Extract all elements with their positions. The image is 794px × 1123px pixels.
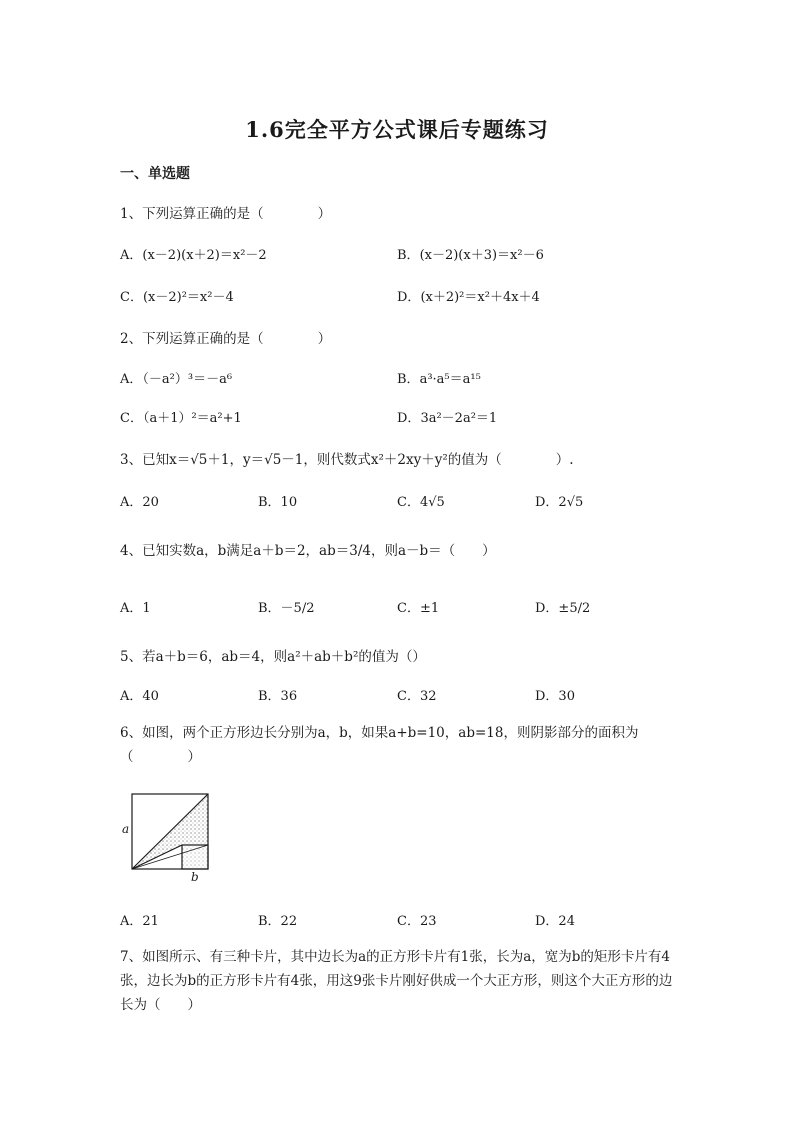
option-label: D． — [397, 290, 421, 305]
question-5-option-b[interactable]: B．36 — [258, 689, 298, 704]
question-6-option-d[interactable]: D．24 — [535, 914, 575, 929]
page-title: 1.6完全平方公式课后专题练习 — [245, 117, 549, 142]
section-heading: 一、单选题 — [120, 166, 190, 182]
question-1-option-c[interactable] — [120, 286, 234, 305]
option-label: D． — [397, 411, 421, 426]
question-3-option-d[interactable]: D．2√5 — [535, 495, 584, 510]
option-text: (x－2)(x＋3)＝x²－6 — [419, 248, 544, 263]
question-5-option-c[interactable]: C．32 — [397, 689, 437, 704]
option-label: A． — [120, 372, 143, 387]
question-6-stem: 6、如图，两个正方形边长分别为a，b，如果a+b=10，ab=18，则阴影部分的面积为（ ） — [120, 725, 639, 765]
option-label: C． — [120, 411, 143, 426]
question-4-stem: 4、已知实数a，b满足a＋b＝2，ab＝3/4，则a－b＝（ ） — [120, 543, 496, 559]
question-6-option-b[interactable]: B．22 — [258, 914, 298, 929]
question-6-option-c[interactable]: C．23 — [397, 914, 437, 929]
question-4-option-a[interactable]: A．1 — [120, 601, 151, 616]
option-text: 3a²－2a²＝1 — [420, 411, 498, 426]
option-label: A． — [120, 248, 143, 263]
question-3-option-b[interactable]: B．10 — [258, 495, 298, 510]
question-3-prefix: 3、已知 — [120, 452, 170, 468]
question-6-option-a[interactable]: A．21 — [120, 914, 159, 929]
question-4-option-b[interactable]: B．－5/2 — [258, 601, 315, 616]
option-text: （a＋1）²＝a²+1 — [142, 411, 242, 426]
question-3-option-a[interactable]: A．20 — [120, 495, 159, 510]
question-4-option-c[interactable]: C．±1 — [397, 601, 440, 616]
question-5-option-d[interactable]: D．30 — [535, 689, 575, 704]
option-text: a³·a⁵＝a¹⁵ — [419, 372, 481, 387]
option-text: (x－2)(x＋2)＝x²－2 — [142, 248, 267, 263]
option-label: C． — [120, 290, 143, 305]
question-2-option-c[interactable] — [120, 407, 242, 426]
question-2-option-d[interactable] — [397, 407, 497, 426]
label-a: a — [122, 822, 130, 836]
question-1-stem: 1、下列运算正确的是（ ） — [120, 206, 332, 222]
question-2-option-b[interactable] — [397, 368, 481, 387]
option-text: (x－2)²＝x²－4 — [142, 290, 234, 305]
question-3-condition: x＝√5＋1，y＝√5－1，则代数式x²＋2xy＋y²的值为（ ）. — [169, 452, 574, 468]
question-1-option-d[interactable] — [397, 286, 540, 305]
question-2-option-a[interactable] — [120, 368, 232, 387]
question-2-stem: 2、下列运算正确的是（ ） — [120, 331, 332, 347]
question-7-stem: 7、如图所示、有三种卡片，其中边长为a的正方形卡片有1张，长为a，宽为b的矩形卡片有4张，边长为b的正方形卡片有4张，用这9张卡片刚好供成一个大正方形，则这个大正方形的边长为（ ） — [120, 949, 673, 1013]
question-4-option-d[interactable]: D．±5/2 — [535, 601, 591, 616]
option-text: （－a²）³＝－a⁶ — [142, 372, 233, 387]
label-b: b — [191, 870, 199, 883]
question-3-stem — [120, 448, 574, 468]
question-5-stem: 5、若a＋b＝6，ab＝4，则a²＋ab＋b²的值为（） — [120, 649, 426, 665]
option-text: (x＋2)²＝x²＋4x＋4 — [420, 290, 540, 305]
question-1-option-a[interactable] — [120, 244, 267, 263]
squares-figure — [118, 788, 218, 883]
shaded-region-small — [182, 845, 208, 869]
question-5-option-a[interactable]: A．40 — [120, 689, 159, 704]
option-label: B． — [397, 372, 420, 387]
question-1-option-b[interactable] — [397, 244, 544, 263]
option-label: B． — [397, 248, 420, 263]
question-3-option-c[interactable]: C．4√5 — [397, 495, 445, 510]
